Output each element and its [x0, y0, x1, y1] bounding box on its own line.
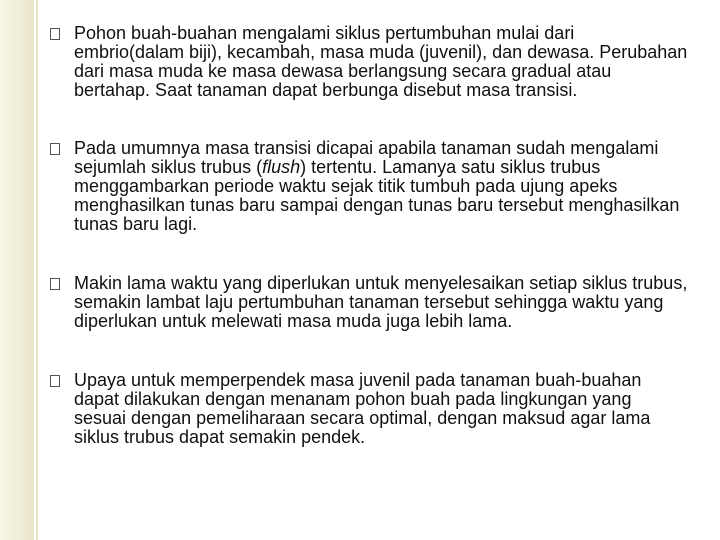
bullet-text: Makin lama waktu yang diperlukan untuk menyelesaikan setiap siklus trubus, semakin lambat laju pertumbuhan tanaman tersebut sehingga waktu yang diperlukan untuk melewati masa muda juga lebih lama. — [74, 273, 688, 331]
bullet-text: Upaya untuk memperpendek masa juvenil pada tanaman buah-buahan dapat dilakukan dengan menanam pohon buah pada lingkungan yang sesuai dengan pemeliharaan secara optimal, dengan maksud agar lama siklus trubus dapat semakin pendek. — [74, 370, 651, 447]
bullet-text-italic: flush — [262, 157, 301, 177]
bullet-text — [74, 138, 679, 234]
bullet-box-icon — [50, 375, 60, 387]
list-item — [48, 24, 688, 100]
side-decoration-band — [0, 0, 34, 540]
bullet-box-icon — [50, 143, 60, 155]
side-decoration-line — [36, 0, 38, 540]
list-item — [48, 371, 688, 447]
list-item — [48, 139, 688, 234]
bullet-text-part: ) tertentu. Lamanya satu siklus trubus menggambarkan periode waktu sejak titik tumbuh pada ujung apeks menghasilkan tunas baru sampai dengan tunas baru tersebut menghasilkan tunas baru lagi. — [74, 157, 680, 234]
bullet-text: Pohon buah-buahan mengalami siklus pertumbuhan mulai dari embrio(dalam biji), kecambah, masa muda (juvenil), dan dewasa. Perubahan dari masa muda ke masa dewasa berlangsung secara gradual atau bertahap. Saat tanaman dapat berbunga disebut masa transisi. — [74, 23, 688, 100]
list-item — [48, 274, 688, 331]
bullet-list — [48, 24, 688, 447]
bullet-box-icon — [50, 278, 60, 290]
bullet-text-part: Pada umumnya masa transisi dicapai apabila tanaman sudah mengalami sejumlah siklus trubus ( — [74, 138, 659, 177]
bullet-box-icon — [50, 28, 60, 40]
